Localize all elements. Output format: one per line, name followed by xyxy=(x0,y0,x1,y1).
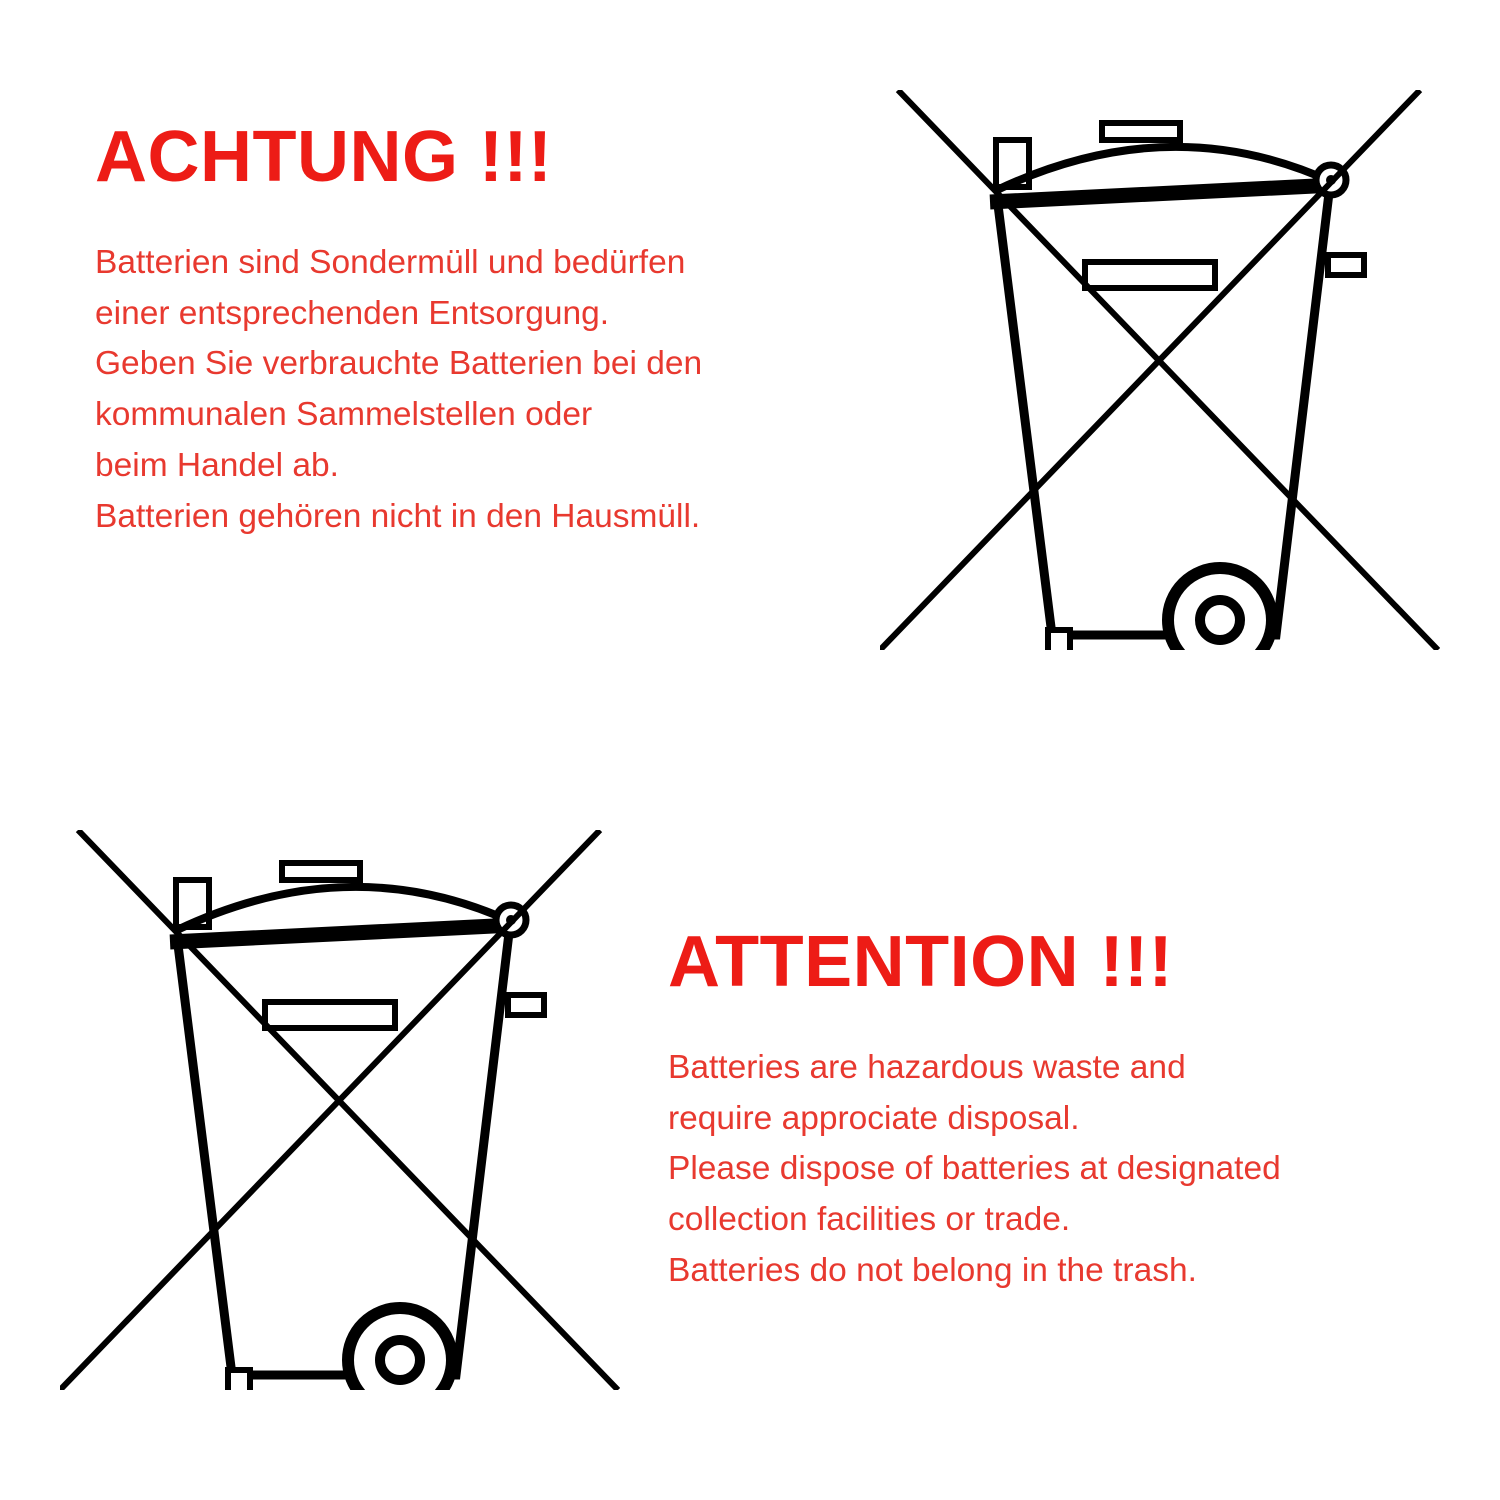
german-text-block xyxy=(95,117,885,543)
german-body-line-2: einer entsprechenden Entsorgung. xyxy=(95,294,610,332)
english-body-line-3: Please dispose of batteries at designated xyxy=(668,1150,1281,1188)
english-body-line-4: collection facilities or trade. xyxy=(668,1201,1071,1239)
german-body-line-4: kommunalen Sammelstellen oder xyxy=(95,396,593,434)
german-body-line-5: beim Handel ab. xyxy=(95,447,339,485)
english-heading: ATTENTION !!! xyxy=(668,922,1174,1002)
crossed-out-wheelie-bin-icon xyxy=(880,90,1440,650)
german-heading: ACHTUNG !!! xyxy=(95,117,553,197)
german-body-line-1: Batterien sind Sondermüll und bedürfen xyxy=(95,243,686,281)
english-body-line-1: Batteries are hazardous waste and xyxy=(668,1048,1186,1086)
english-body-line-2: require approciate disposal. xyxy=(668,1099,1080,1137)
english-text-block xyxy=(668,922,1458,1297)
english-body-line-5: Batteries do not belong in the trash. xyxy=(668,1252,1197,1290)
crossed-out-wheelie-bin-icon xyxy=(60,830,620,1390)
warning-panel-german xyxy=(0,0,1500,720)
german-body-line-3: Geben Sie verbrauchte Batterien bei den xyxy=(95,345,703,383)
german-body-line-6: Batterien gehören nicht in den Hausmüll. xyxy=(95,498,701,536)
